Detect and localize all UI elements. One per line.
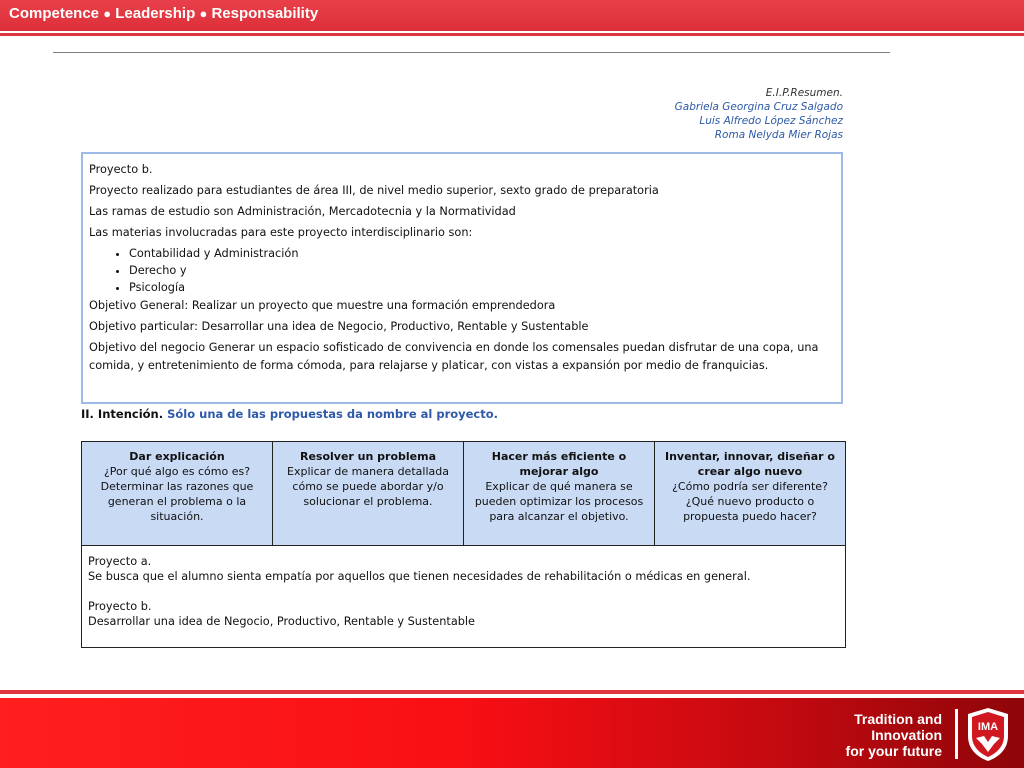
column-text: Explicar de manera detallada cómo se puede abordar y/o solucionar el problema. — [287, 465, 449, 508]
motto-word: Competence — [9, 5, 100, 22]
tagline-line: Tradition and — [854, 711, 942, 727]
intention-heading — [81, 407, 498, 421]
intention-note: Sólo una de las propuestas da nombre al proyecto. — [167, 407, 499, 421]
column-text: Explicar de qué manera se pueden optimizar los procesos para alcanzar el objetivo. — [474, 480, 644, 523]
list-item: • Psicología — [129, 279, 835, 296]
logo-text: IMA — [977, 721, 999, 733]
author-name: Gabriela Georgina Cruz Salgado — [674, 101, 843, 113]
table-header-cell — [464, 442, 655, 545]
motto — [9, 5, 318, 22]
motto-word: Leadership — [115, 5, 196, 22]
project-b-text: Desarrollar una idea de Negocio, Productivo, Rentable y Sustentable — [88, 615, 476, 628]
subjects-intro: Las materias involucradas para este proyecto interdisciplinario son: — [89, 226, 473, 239]
project-a-text: Se busca que el alumno sienta empatía por aquellos que tienen necesidades de rehabilitación o médicas en general. — [88, 570, 751, 583]
motto-word: Responsability — [211, 5, 319, 22]
eagle-shield-logo-icon — [964, 706, 1012, 762]
project-a-title: Proyecto a. — [88, 555, 152, 568]
column-title: Inventar, innovar, diseñar o crear algo nuevo — [664, 450, 835, 478]
footer-line — [0, 690, 1024, 694]
column-title: Hacer más eficiente o mejorar algo — [491, 450, 627, 478]
table-header-cell — [82, 442, 273, 545]
table-header-row — [82, 442, 845, 546]
top-divider — [53, 52, 890, 53]
particular-objective: Objetivo particular: Desarrollar una idea de Negocio, Productivo, Rentable y Sustentable — [89, 320, 589, 333]
top-banner — [0, 0, 1024, 31]
general-objective: Objetivo General: Realizar un proyecto que muestre una formación emprendedora — [89, 299, 556, 312]
author-name: Luis Alfredo López Sánchez — [699, 115, 843, 127]
study-branches: Las ramas de estudio son Administración, Mercadotecnia y la Normatividad — [89, 205, 516, 218]
footer-tagline — [846, 711, 942, 759]
logo-divider — [955, 709, 958, 759]
table-header-cell — [655, 442, 845, 545]
table-header-cell — [273, 442, 464, 545]
author-name: Roma Nelyda Mier Rojas — [714, 129, 843, 141]
intention-number: II. Intención. — [81, 407, 164, 421]
motto-separator: ● — [103, 6, 112, 21]
motto-separator: ● — [199, 6, 208, 21]
column-text: ¿Cómo podría ser diferente? ¿Qué nuevo producto o propuesta puedo hacer? — [672, 480, 828, 523]
tagline-line: for your future — [845, 743, 942, 759]
subjects-list — [89, 245, 835, 296]
tagline-line: Innovation — [871, 727, 942, 743]
project-description: Proyecto realizado para estudiantes de área III, de nivel medio superior, sexto grado de preparatoria — [89, 184, 659, 197]
project-b-title: Proyecto b. — [88, 600, 152, 613]
table-body-cell — [82, 546, 845, 652]
project-title: Proyecto b. — [89, 163, 153, 176]
column-title: Resolver un problema — [299, 450, 437, 463]
top-banner-line — [0, 33, 1024, 36]
column-text: ¿Por qué algo es cómo es? Determinar las razones que generan el problema o la situación. — [100, 465, 254, 523]
document-label: E.I.P.Resumen. — [765, 87, 843, 99]
authors-block — [675, 86, 843, 142]
column-title: Dar explicación — [129, 450, 225, 463]
list-item: • Contabilidad y Administración — [129, 245, 835, 262]
intention-table — [81, 441, 846, 648]
project-box — [81, 152, 843, 404]
project-b — [88, 599, 839, 629]
project-a — [88, 554, 839, 584]
list-item: • Derecho y — [129, 262, 835, 279]
business-objective: Objetivo del negocio Generar un espacio sofisticado de convivencia en donde los comensales puedan disfrutar de una copa, una comida, y entretenimiento de forma cómoda, para relajarse y platicar, con vistas a expansión por medio de franquicias. — [89, 341, 819, 372]
